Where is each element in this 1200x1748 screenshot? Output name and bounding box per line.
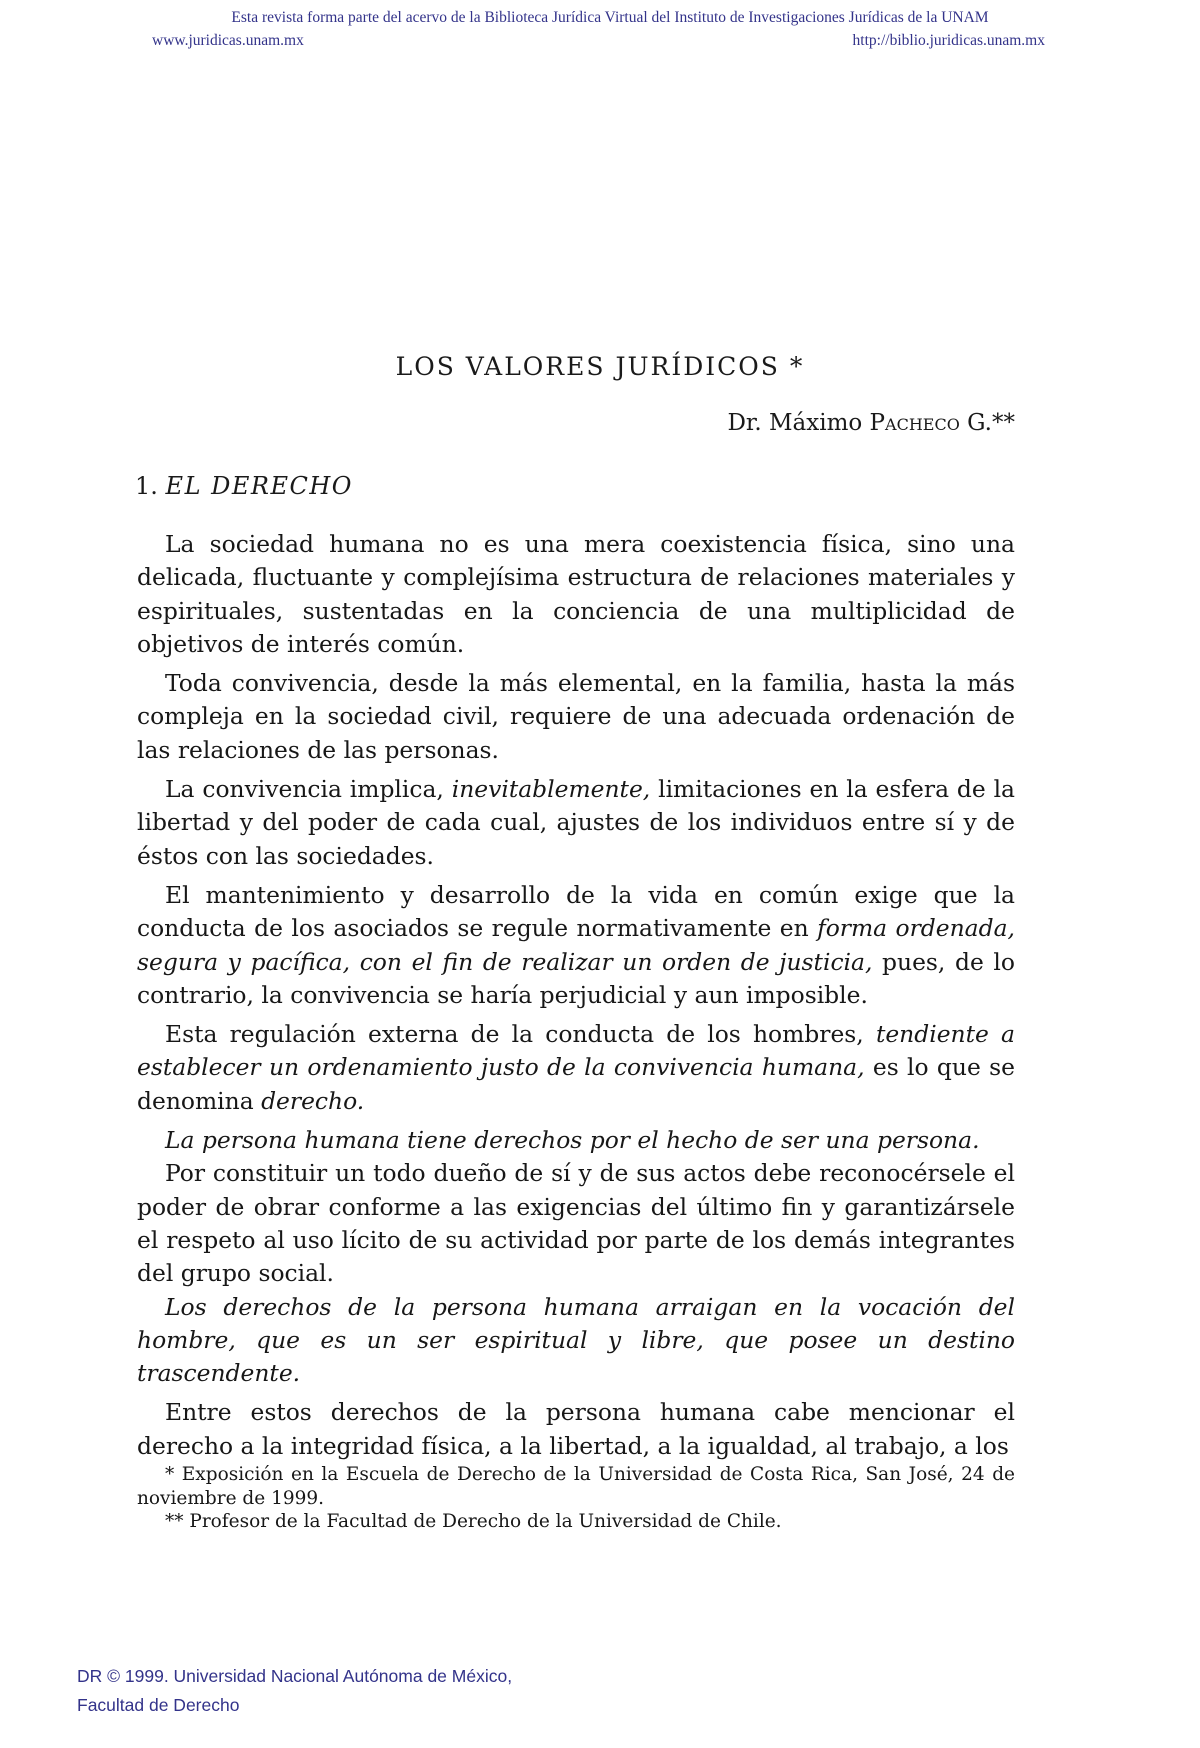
article-title: LOS VALORES JURÍDICOS *: [395, 352, 805, 381]
copyright-footer: [77, 1662, 512, 1720]
link-juridicas[interactable]: www.juridicas.unam.mx: [152, 32, 304, 49]
footnote-2: ** Profesor de la Facultad de Derecho de la Universidad de Chile.: [165, 1511, 782, 1532]
article-body: [137, 528, 1015, 1463]
p3-emphasis: inevitablemente,: [451, 775, 651, 804]
section-title: EL DERECHO: [165, 472, 353, 500]
paragraph-7: Por constituir un todo dueño de sí y de sus actos debe reconocérsele el poder de obrar conforme a las exigencias del último fin y garantizársele el respeto al uso lícito de su actividad por parte de los demás integrantes del grupo social.: [137, 1159, 1015, 1288]
link-biblio[interactable]: http://biblio.juridicas.unam.mx: [852, 32, 1045, 49]
p3-text-b: limitaciones en la esfera de la libertad y del poder de cada cual, ajustes de los individuos entre sí y de éstos con las sociedades.: [137, 775, 1015, 870]
paragraph-9: Entre estos derechos de la persona humana cabe mencionar el derecho a la integridad física, a la libertad, a la igualdad, al trabajo, a los: [137, 1398, 1015, 1460]
footnotes: [137, 1463, 1015, 1534]
p5-text-a: Esta regulación externa de la conducta de los hombres,: [165, 1020, 876, 1049]
p4-text-a: El mantenimiento y desarrollo de la vida en común exige que la conducta de los asociados se regule normativamente en: [137, 880, 1015, 943]
paragraph-5: [137, 1018, 1015, 1118]
paragraph-4: [137, 879, 1015, 1012]
paragraph-1: La sociedad humana no es una mera coexistencia física, sino una delicada, fluctuante y complejísima estructura de relaciones materiales y espirituales, sustentadas en la conciencia de una multiplicidad de objetivos de interés común.: [137, 530, 1015, 658]
p5-text-b: es lo que se denomina: [137, 1053, 1015, 1115]
article-author: [727, 410, 1015, 436]
p5-emphasis-2: derecho.: [261, 1086, 365, 1115]
p3-text-a: La convivencia implica,: [165, 775, 452, 804]
paragraph-2: Toda convivencia, desde la más elemental, en la familia, hasta la más compleja en la sociedad civil, requiere de una adecuada ordenación de las relaciones de las personas.: [137, 669, 1015, 764]
p4-emphasis: forma ordenada, segura y pacífica, con el fin de realizar un orden de justicia,: [137, 914, 1015, 976]
footnote-1: * Exposición en la Escuela de Derecho de la Universidad de Costa Rica, San José, 24 de noviembre de 1999.: [137, 1464, 1015, 1509]
copyright-line-1: DR © 1999. Universidad Nacional Autónoma de México,: [77, 1666, 513, 1686]
paragraph-8: [137, 1291, 1015, 1391]
author-prefix: Dr. Máximo: [727, 410, 870, 436]
author-surname: Pacheco: [869, 410, 960, 436]
author-suffix: G.**: [959, 410, 1015, 436]
p4-text-b: pues, de lo contrario, la convivencia se haría perjudicial y aun imposible.: [137, 947, 1015, 1009]
paragraph-3: [137, 773, 1015, 873]
p8-emphasis: Los derechos de la persona humana arraigan en la vocación del hombre, que es un ser espiritual y libre, que posee un destino trascendente.: [137, 1292, 1015, 1388]
p5-emphasis: tendiente a establecer un ordenamiento justo de la convivencia humana,: [137, 1020, 1015, 1082]
copyright-line-2: Facultad de Derecho: [77, 1695, 240, 1715]
paragraph-6: [137, 1124, 1015, 1157]
p6-emphasis: La persona humana tiene derechos por el hecho de ser una persona.: [165, 1126, 980, 1155]
section-number: 1.: [135, 472, 158, 500]
repository-notice: Esta revista forma parte del acervo de la Biblioteca Jurídica Virtual del Instituto de Investigaciones Jurídicas de la UNAM: [231, 9, 989, 26]
section-heading: [135, 472, 353, 500]
